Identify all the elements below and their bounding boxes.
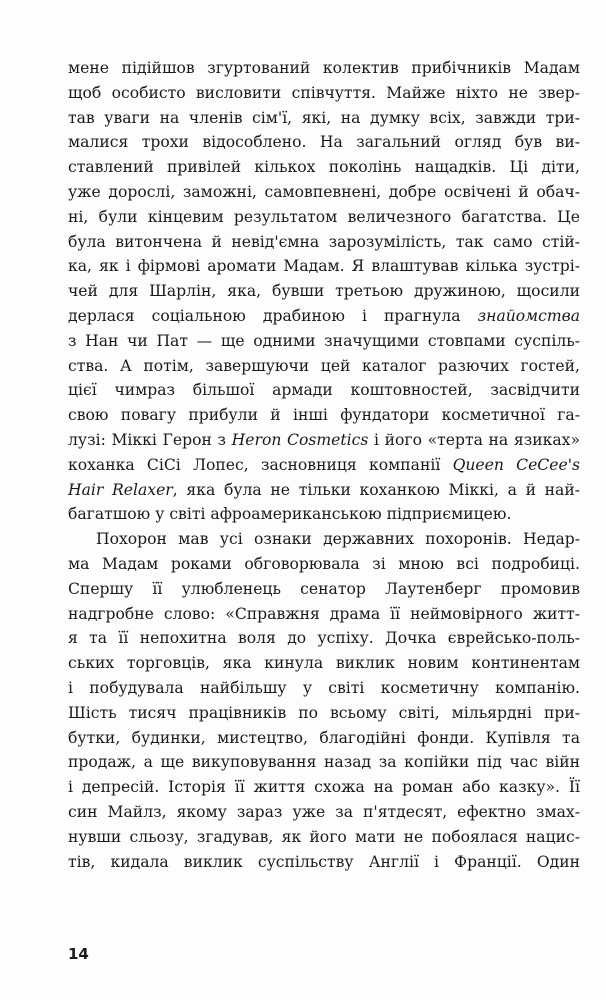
text-line [68, 205, 580, 230]
text-segment: і його «терта на язиках» [368, 430, 580, 449]
text-line [68, 428, 580, 453]
text-segment: надгробне слово: «Справжня драма її неймовірного житт- [68, 604, 580, 623]
text-segment: дерлася соціальною драбиною і прагнула [68, 306, 478, 325]
text-line [68, 825, 580, 850]
text-line [68, 750, 580, 775]
text-segment: син Майлз, якому зараз уже за п'ятдесят, ефектно змах- [68, 802, 580, 821]
text-line [68, 230, 580, 255]
text-segment: коханка СіСі Лопес, засновниця компанії [68, 455, 453, 474]
text-segment: цієї чимраз більшої армади коштовностей, засвідчити [68, 381, 580, 400]
text-line [68, 676, 580, 701]
italic-text: Heron Cosmetics [231, 430, 369, 449]
text-line [68, 602, 580, 627]
text-line [68, 800, 580, 825]
text-segment: ства. А потім, завершуючи цей каталог разючих гостей, [68, 356, 580, 375]
text-segment: нувши сльозу, згадував, як його мати не побоялася нацис- [68, 827, 580, 846]
text-line [68, 701, 580, 726]
text-line [68, 354, 580, 379]
text-segment: чей для Шарлін, яка, бувши третьою дружиною, щосили [68, 282, 580, 301]
text-segment: тів, кидала виклик суспільству Англії і Франції. Один [68, 852, 580, 871]
italic-text: Queen CeCee's [452, 455, 580, 474]
text-segment: ка, як і фірмові аромати Мадам. Я влаштував кілька зустрі- [68, 257, 580, 276]
text-segment: ставлений привілей кількох поколінь нащадків. Ці діти, [68, 158, 580, 177]
text-segment: багатшою у світі афроамериканською підприємицею. [68, 505, 512, 524]
text-segment: малися трохи відособлено. На загальний огляд був ви- [68, 133, 580, 152]
text-line [68, 775, 580, 800]
paragraph [68, 56, 580, 527]
text-line [68, 527, 580, 552]
page-number: 14 [68, 945, 89, 963]
text-line [68, 180, 580, 205]
text-line [68, 329, 580, 354]
text-segment: уже дорослі, заможні, самовпевнені, добре освічені й обач- [68, 182, 580, 201]
text-line [68, 850, 580, 875]
text-segment: тав уваги на членів сім'ї, які, на думку всіх, завжди три- [68, 108, 580, 127]
text-segment: я та її непохитна воля до успіху. Дочка єврейсько-поль- [68, 629, 580, 648]
italic-text: Hair Relaxer [68, 480, 173, 499]
text-segment: і депресій. Історія її життя схожа на роман або казку». Її [68, 778, 580, 797]
text-line [68, 304, 580, 329]
text-segment: , яка була не тільки коханкою Міккі, а й най- [172, 480, 580, 499]
text-segment: Спершу її улюбленець сенатор Лаутенберг промовив [68, 579, 580, 598]
text-segment: з Нан чи Пат — ще одними значущими стовпами суспіль- [68, 331, 580, 350]
text-segment: ні, були кінцевим результатом величезного багатства. Це [68, 207, 580, 226]
text-line [68, 56, 580, 81]
text-line [68, 81, 580, 106]
text-line [68, 378, 580, 403]
text-segment: ських торговців, яка кинула виклик новим континентам [68, 654, 580, 673]
text-segment: щоб особисто висловити співчуття. Майже ніхто не звер- [68, 83, 580, 102]
text-line [68, 279, 580, 304]
text-line [68, 478, 580, 503]
italic-text: знайомства [477, 306, 580, 325]
text-segment: продаж, а ще викуповування назад за копійки під час війн [68, 753, 580, 772]
text-line [68, 626, 580, 651]
text-segment: Шість тисяч працівників по всьому світі, мільярдні при- [68, 703, 580, 722]
text-line [68, 155, 580, 180]
text-segment: Похорон мав усі ознаки державних похоронів. Недар- [96, 530, 580, 549]
text-line [68, 552, 580, 577]
text-line [68, 577, 580, 602]
text-segment: лузі: Міккі Герон з [68, 430, 232, 449]
text-line [68, 130, 580, 155]
text-line [68, 651, 580, 676]
body-text [68, 56, 580, 874]
text-segment: була витончена й невід'ємна зарозумілість, так само стій- [68, 232, 580, 251]
text-line [68, 726, 580, 751]
text-line [68, 403, 580, 428]
text-line [68, 254, 580, 279]
text-segment: свою повагу прибули й інші фундатори косметичної га- [68, 406, 580, 425]
text-line [68, 106, 580, 131]
text-segment: ма Мадам роками обговорювала зі мною всі подробиці. [68, 554, 580, 573]
paragraph [68, 527, 580, 874]
text-segment: бутки, будинки, мистецтво, благодійні фонди. Купівля та [68, 728, 580, 747]
text-line [68, 453, 580, 478]
text-line [68, 502, 580, 527]
text-segment: і побудувала найбільшу у світі косметичну компанію. [68, 678, 580, 697]
text-segment: мене підійшов згуртований колектив прибічників Мадам [68, 59, 580, 77]
